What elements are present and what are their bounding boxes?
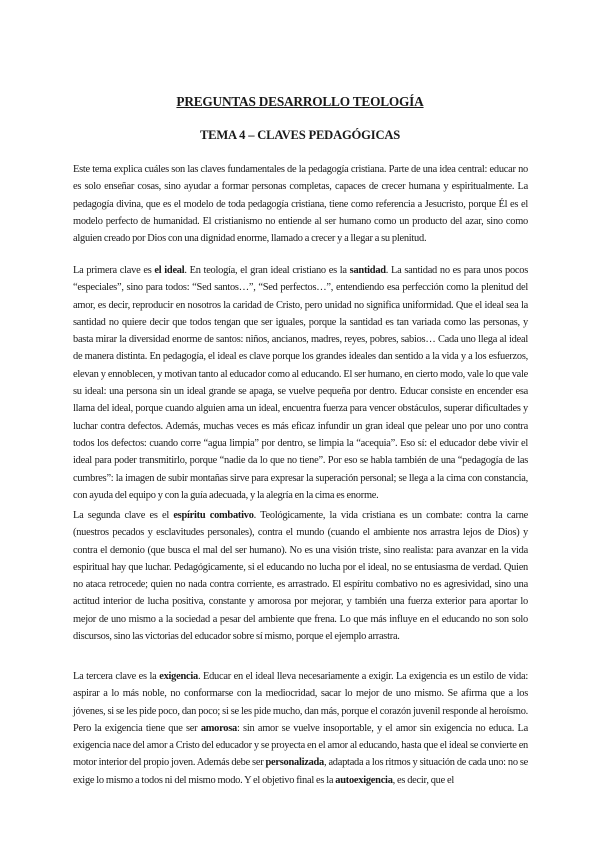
keyword-ideal: el ideal xyxy=(154,265,185,276)
paragraph-ideal xyxy=(73,262,528,504)
paragraph-espiritu-combativo xyxy=(73,507,528,645)
paragraph-text: La segunda clave es el xyxy=(73,510,174,521)
keyword-santidad: santidad xyxy=(349,265,386,276)
keyword-espiritu-combativo: espíritu combativo xyxy=(173,510,254,521)
document-title: PREGUNTAS DESARROLLO TEOLOGÍA xyxy=(176,94,424,109)
paragraph-text: . Educar en el ideal lleva necesariamente a exigir. La exigencia es un estilo de vida: aspirar a lo más noble, no conformarse con la mediocridad, sacar lo mejor de uno mismo. Se afirma que a los jóvenes, si se les pide poco, dan poco; si se les pide mucho, dan más, porque el corazón juvenil responde al heroísmo. Pero la exigencia tiene que ser xyxy=(73,671,528,734)
paragraph-text: : sin amor se vuelve insoportable, y el amor sin exigencia no educa. La exigencia nace del amor a Cristo del educador y se proyecta en el amor al educando, hasta que el ideal se convierte en motor interior del propio joven. Además debe ser xyxy=(73,722,529,769)
keyword-exigencia: exigencia xyxy=(159,671,198,682)
keyword-personalizada: personalizada xyxy=(265,757,325,769)
paragraph-text: . Teológicamente, la vida cristiana es un combate: contra la carne (nuestros pecados y esclavitudes personales), contra el mundo (cuando el ambiente nos arrastra lejos de Dios) y contra el demonio (que busca el mal del ser humano). No es una visión triste, sino realista: para avanzar en la vida espiritual hay que luchar. Pedagógicamente, si el educando no lucha por el ideal, no se entusiasma de verdad. Quien no ataca retrocede; quien no nada contra corriente, es arrastrado. El espíritu combativo no es agresividad, sino una actitud interior de lucha positiva, constante y amorosa por mejorar, y también una fuerza exterior para aportar lo mejor de uno mismo a la sociedad a pesar del ambiente que frena. Lo que más influye en el educando no son solo discursos, sino las victorias del educador sobre sí mismo, porque el ejemplo arrastra. xyxy=(73,510,528,643)
keyword-amorosa: amorosa xyxy=(200,722,237,734)
paragraph-text: . La santidad no es para unos pocos “especiales”, sino para todos: “Sed santos…”, “Sed perfectos…”, entendiendo esa perfección como la plenitud del amor, es decir, reproducir en nosotros la caridad de Cristo, pero unidad no significa uniformidad. Que el ideal sea la santidad no quiere decir que todos tengan que ser iguales, porque la santidad es tan variada como las personas, y basta mirar la diversidad enorme de santos: niños, ancianos, madres, reyes, pobres, sabios… Cada uno llega al ideal de manera distinta. En pedagogía, el ideal es clave porque los grandes ideales dan sentido a la vida y a los esfuerzos, elevan y ennoblecen, y motivan tanto al educador como al educando. El ser humano, en cierto modo, vale lo que vale su ideal: una persona sin un ideal grande se apaga, se vuelve pequeña por dentro. Educar consiste en encender esa llama del ideal, porque cuando alguien ama un ideal, encuentra fuerza para vencer obstáculos, superar dificultades y luchar contra defectos. Además, muchas veces es más eficaz infundir un gran ideal que pelear uno por uno contra todos los defectos: cuando corre “agua limpia” por dentro, se limpia la “acequia”. Eso sí: el educador debe vivir el ideal para poder transmitirlo, porque “nadie da lo que no tiene”. Por eso se habla también de una “pedagogía de las cumbres”: la imagen de subir montañas sirve para expresar la superación personal; se llega a la cima con constancia, con ayuda del equipo y con la guía adecuada, y la alegría en la cima es enorme. xyxy=(73,265,528,501)
paragraph-text: La primera clave es xyxy=(73,265,155,276)
paragraph-exigencia xyxy=(73,668,528,789)
paragraph-intro: Este tema explica cuáles son las claves fundamentales de la pedagogía cristiana. Parte de una idea central: educar no es solo enseñar cosas, sino ayudar a formar personas completas, capaces de crecer humana y espiritualmente. La pedagogía divina, que es el modelo de toda pedagogía cristiana, tiene como referencia a Jesucristo, porque Él es el modelo perfecto de humanidad. El cristianismo no entiende al ser humano como un producto del azar, sino como alguien creado por Dios con una dignidad enorme, llamado a crecer y a llegar a su plenitud. xyxy=(73,164,528,245)
paragraph-text: , es decir, que el xyxy=(392,774,455,786)
keyword-autoexigencia: autoexigencia xyxy=(335,774,393,786)
paragraph-text: La tercera clave es la xyxy=(73,671,160,682)
paragraph-text: . En teología, el gran ideal cristiano es la xyxy=(184,265,350,276)
paragraph-text: , adaptada a los ritmos y situación de cada uno: no se exige lo mismo a todos ni del mismo modo. Y el objetivo final es la xyxy=(73,757,528,786)
section-title: TEMA 4 – CLAVES PEDAGÓGICAS xyxy=(199,128,401,142)
